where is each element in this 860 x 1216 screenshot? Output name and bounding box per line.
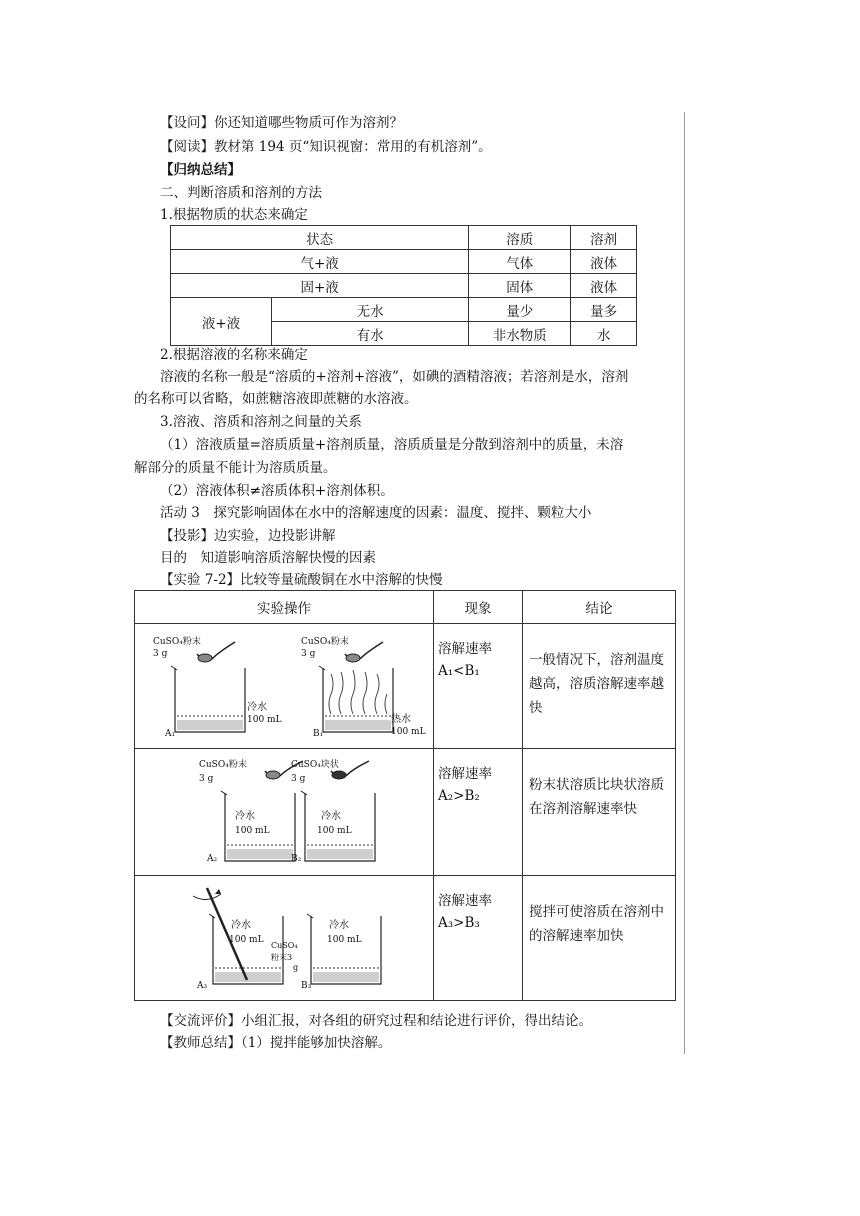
svg-text:3 g: 3 g bbox=[199, 774, 214, 784]
svg-text:3 g: 3 g bbox=[291, 774, 306, 784]
summary-heading: 【归纳总结】 bbox=[160, 162, 241, 178]
solute-solvent-table bbox=[170, 225, 637, 346]
teacher-summary-line: 【教师总结】（1）搅拌能够加快溶解。 bbox=[160, 1035, 392, 1051]
svg-text:CuSO₄: CuSO₄ bbox=[271, 941, 298, 950]
svg-text:冷水: 冷水 bbox=[329, 920, 349, 931]
question-line: 【设问】你还知道哪些物质可作为溶剂？ bbox=[160, 115, 403, 131]
table-header-row: 状态 溶质 溶剂 bbox=[171, 226, 637, 250]
svg-text:A₁: A₁ bbox=[165, 729, 176, 739]
activity-3: 活动 3 探究影响固体在水中的溶解速度的因素：温度、搅拌、颗粒大小 bbox=[160, 505, 592, 521]
phenomenon-1: 溶解速率 A₁<B₁ bbox=[434, 624, 523, 749]
method-1: 1.根据物质的状态来确定 bbox=[160, 207, 308, 223]
table-row: 有水 非水物质 水 bbox=[171, 322, 637, 346]
figure-cell-3 bbox=[135, 876, 434, 1001]
temperature-beakers-figure bbox=[135, 624, 433, 744]
svg-text:B₃: B₃ bbox=[301, 981, 312, 991]
svg-text:A₃: A₃ bbox=[197, 981, 208, 991]
goal-line: 目的 知道影响溶质溶解快慢的因素 bbox=[160, 550, 376, 566]
table-row: 固+液 固体 液体 bbox=[171, 274, 637, 298]
method-3: 3.溶液、溶质和溶剂之间量的关系 bbox=[160, 414, 362, 430]
svg-text:CuSO₄粉末: CuSO₄粉末 bbox=[301, 637, 349, 647]
conclusion-2: 粉末状溶质比块状溶质在溶剂溶解速率快 bbox=[523, 749, 676, 876]
svg-text:CuSO₄粉末: CuSO₄粉末 bbox=[199, 760, 247, 770]
reading-line: 【阅读】教材第 194 页“知识视窗：常用的有机溶剂”。 bbox=[160, 139, 492, 155]
page-margin-rule bbox=[684, 112, 685, 1054]
table-header-row: 实验操作 现象 结论 bbox=[135, 591, 676, 624]
section-heading: 二、判断溶质和溶剂的方法 bbox=[160, 185, 322, 201]
svg-text:g: g bbox=[293, 963, 299, 972]
svg-text:100 mL: 100 mL bbox=[247, 715, 282, 725]
method-2: 2.根据溶液的名称来确定 bbox=[160, 347, 308, 363]
phenomenon-2: 溶解速率 A₂>B₂ bbox=[434, 749, 523, 876]
relation-2: （2）溶液体积≠溶质体积+溶剂体积。 bbox=[160, 483, 394, 499]
table-row bbox=[135, 749, 676, 876]
method-2-para: 溶液的名称一般是“溶质的+溶剂+溶液”，如碘的酒精溶液；若溶剂是水，溶剂 bbox=[160, 369, 629, 385]
svg-text:100 mL: 100 mL bbox=[317, 826, 352, 836]
stirring-beakers-figure bbox=[135, 876, 433, 996]
svg-text:CuSO₄块状: CuSO₄块状 bbox=[291, 760, 339, 770]
evaluation-line: 【交流评价】小组汇报，对各组的研究过程和结论进行评价，得出结论。 bbox=[160, 1013, 592, 1029]
experiment-table bbox=[134, 590, 676, 1001]
svg-text:B₂: B₂ bbox=[291, 854, 302, 864]
svg-text:热水: 热水 bbox=[391, 714, 411, 725]
conclusion-1: 一般情况下，溶剂温度越高，溶质溶解速率越快 bbox=[523, 624, 676, 749]
table-row: 液+液 无水 量少 量多 bbox=[171, 298, 637, 322]
svg-text:CuSO₄粉末: CuSO₄粉末 bbox=[153, 637, 201, 647]
svg-text:粉末3: 粉末3 bbox=[271, 953, 293, 962]
experiment-line: 【实验 7-2】比较等量硫酸铜在水中溶解的快慢 bbox=[160, 572, 443, 588]
svg-text:100 mL: 100 mL bbox=[229, 935, 264, 945]
svg-text:B₁: B₁ bbox=[313, 729, 324, 739]
svg-text:冷水: 冷水 bbox=[235, 811, 255, 822]
table-row bbox=[135, 624, 676, 749]
phenomenon-3: 溶解速率 A₃>B₃ bbox=[434, 876, 523, 1001]
particle-size-beakers-figure bbox=[135, 749, 433, 871]
svg-text:冷水: 冷水 bbox=[247, 702, 267, 713]
svg-text:100 mL: 100 mL bbox=[391, 727, 426, 737]
relation-1-cont: 解部分的质量不能计为溶质质量。 bbox=[134, 460, 337, 476]
svg-text:冷水: 冷水 bbox=[321, 811, 341, 822]
figure-cell-2 bbox=[135, 749, 434, 876]
projection-line: 【投影】边实验，边投影讲解 bbox=[160, 528, 336, 544]
svg-text:3 g: 3 g bbox=[153, 649, 168, 659]
method-2-para-cont: 的名称可以省略，如蔗糖溶液即蔗糖的水溶液。 bbox=[134, 391, 418, 407]
svg-text:A₂: A₂ bbox=[207, 854, 218, 864]
svg-text:冷水: 冷水 bbox=[231, 920, 251, 931]
figure-cell-1 bbox=[135, 624, 434, 749]
conclusion-3: 搅拌可使溶质在溶剂中的溶解速率加快 bbox=[523, 876, 676, 1001]
svg-text:100 mL: 100 mL bbox=[327, 935, 362, 945]
table-row: 气+液 气体 液体 bbox=[171, 250, 637, 274]
table-row bbox=[135, 876, 676, 1001]
relation-1: （1）溶液质量=溶质质量+溶剂质量，溶质质量是分散到溶剂中的质量，未溶 bbox=[160, 437, 624, 453]
svg-text:100 mL: 100 mL bbox=[235, 826, 270, 836]
svg-text:3 g: 3 g bbox=[301, 649, 316, 659]
